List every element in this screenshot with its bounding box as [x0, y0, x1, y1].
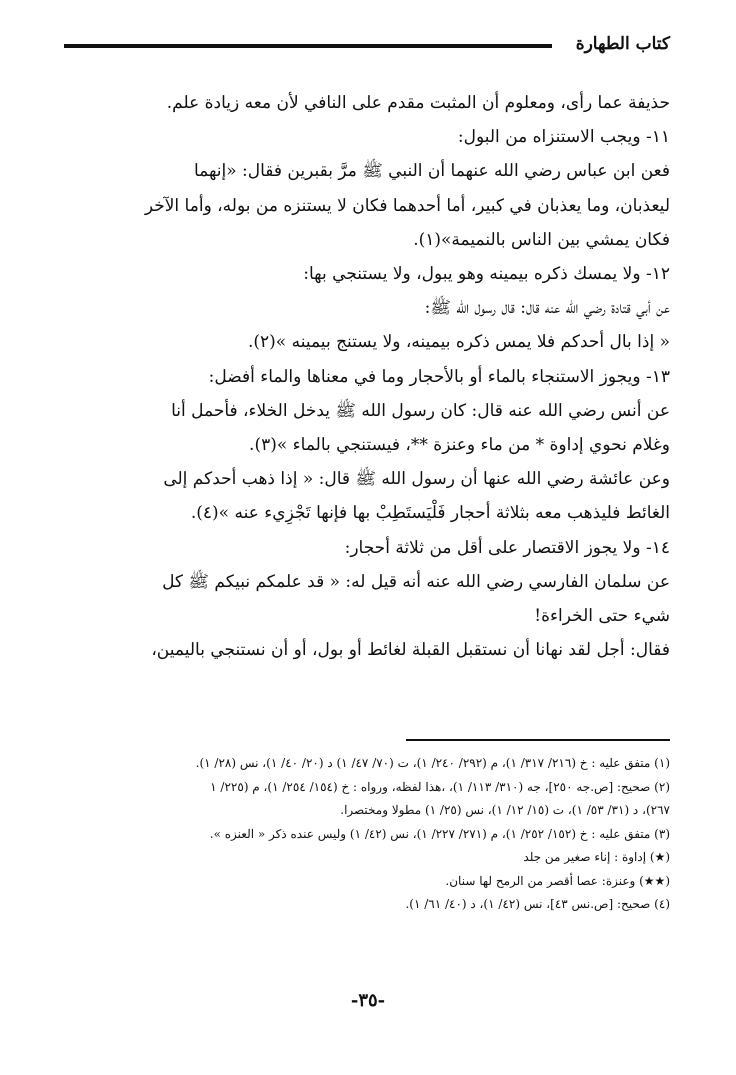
- text-line: وغلام نحوي إداوة * من ماء وعنزة **، فيستنجي بالماء »(٣).: [249, 435, 670, 456]
- chapter-title: كتاب الطهارة: [575, 34, 670, 54]
- header-rule: [64, 44, 552, 48]
- text-line: فقال: أجل لقد نهانا أن نستقبل القبلة لغائط أو بول، أو أن نستنجي باليمين،: [151, 640, 670, 661]
- footnotes: [64, 752, 670, 917]
- footnote: (٤) صحيح: [ص.نس ٤٣]، نس (٤٢/ ١)، د (٤٠/ ٦١/ ١).: [405, 897, 670, 911]
- footnote: (٣) متفق عليه : خ (١٥٢/ ٢٥٢/ ١)، م (٢٧١/ ٢٢٧/ ١)، نس (٤٢/ ١) وليس عنده ذكر « العنزه ».: [209, 826, 670, 841]
- footnote: ٢٦٧)، د (٣١/ ٥٣/ ١)، ت (١٥/ ١٢/ ١)، نس (٢٥/ ١) مطولا ومختصرا.: [340, 803, 670, 817]
- text-line: شيء حتى الخراءة!: [534, 606, 670, 627]
- text-line: ١١- ويجب الاستنزاه من البول:: [457, 127, 670, 148]
- text-line: الغائط فليذهب معه بثلاثة أحجار فَلْيَستَطِبْ بها فإنها تَجْزِيء عنه »(٤).: [190, 503, 670, 524]
- text-line: ليعذبان، وما يعذبان في كبير، أما أحدهما فكان لا يستنزه من بوله، وأما الآخر: [144, 195, 670, 216]
- footnote-separator: [406, 739, 670, 741]
- text-line: ١٢- ولا يمسك ذكره بيمينه وهو يبول، ولا يستنجي بها:: [303, 264, 670, 285]
- text-line: عن أبي قتادة رضي الله عنه قال: قال رسول الله ﷺ:: [424, 298, 670, 319]
- text-line: ١٣- ويجوز الاستنجاء بالماء أو بالأحجار وما في معناها والماء أفضل:: [208, 366, 670, 387]
- text-line: فكان يمشي بين الناس بالنميمة»(١).: [413, 229, 670, 250]
- footnote: (★★) وعنزة: عصا أقصر من الرمح لها سنان.: [445, 873, 670, 888]
- text-line: حذيفة عما رأى، ومعلوم أن المثبت مقدم على النافي لأن معه زيادة علم.: [166, 93, 670, 113]
- running-header: [64, 34, 670, 58]
- footnote: (٢) صحيح: [ص.جه ٢٥٠]، جه (٣١٠/ ١١٣/ ١)، ،هذا لفظه، ورواه : خ (١٥٤/ ٢٥٤/ ١)، م (٢٢٥/ ١: [210, 779, 670, 794]
- text-line: فعن ابن عباس رضي الله عنهما أن النبي ﷺ مرَّ بقبرين فقال: «إنهما: [193, 161, 670, 182]
- text-line: عن سلمان الفارسي رضي الله عنه أنه قيل له: « قد علمكم نبيكم ﷺ كل: [162, 571, 670, 592]
- footnote: (١) متفق عليه : خ (٢١٦/ ٣١٧/ ١)، م (٢٩٢/ ٢٤٠/ ١)، ت (٧٠/ ٤٧/ ١) د (٢٠/ ٤٠/ ١)، نس (٢٨/ ١).: [195, 756, 670, 770]
- text-line: عن أنس رضي الله عنه قال: كان رسول الله ﷺ يدخل الخلاء، فأحمل أنا: [171, 400, 670, 421]
- page-number: -٣٥-: [350, 990, 386, 1011]
- main-text: [64, 86, 670, 667]
- text-line: ١٤- ولا يجوز الاقتصار على أقل من ثلاثة أحجار:: [344, 537, 670, 558]
- footnote: (★) إداوة : إناء صغير من جلد: [523, 850, 670, 864]
- text-line: « إذا بال أحدكم فلا يمس ذكره بيمينه، ولا يستنج بيمينه »(٢).: [247, 332, 670, 353]
- text-line: وعن عائشة رضي الله عنها أن رسول الله ﷺ قال: « إذا ذهب أحدكم إلى: [163, 469, 670, 490]
